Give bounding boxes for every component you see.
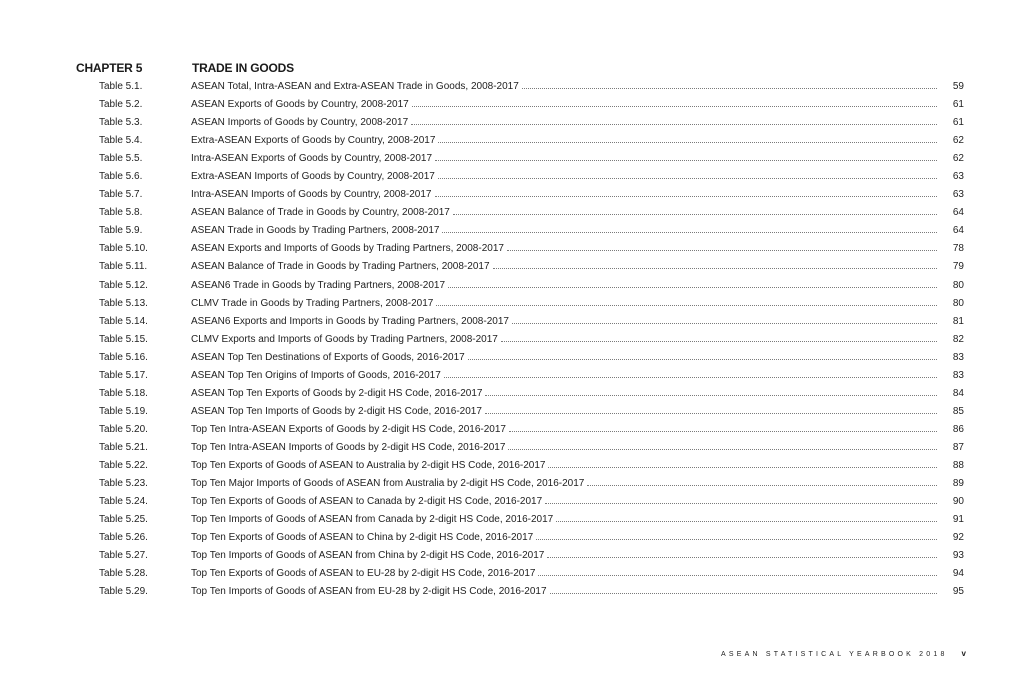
toc-entry-title: Top Ten Imports of Goods of ASEAN from China by 2-digit HS Code, 2016-2017 bbox=[191, 550, 545, 562]
toc-entry[interactable] bbox=[0, 386, 1024, 404]
toc-entry-page: 63 bbox=[952, 189, 964, 201]
toc-entry-number: Table 5.2. bbox=[99, 99, 143, 111]
toc-entry-page: 64 bbox=[952, 207, 964, 219]
dot-leader bbox=[545, 502, 937, 504]
toc-entry[interactable] bbox=[0, 422, 1024, 440]
toc-entry-number: Table 5.17. bbox=[99, 369, 148, 381]
toc-entry-number: Table 5.4. bbox=[99, 135, 143, 147]
toc-entry-title-wrap bbox=[191, 388, 937, 399]
toc-entry[interactable] bbox=[0, 151, 1024, 169]
toc-entry-title: CLMV Exports and Imports of Goods by Trading Partners, 2008-2017 bbox=[191, 333, 498, 345]
toc-entry-title-wrap bbox=[191, 243, 937, 254]
toc-entry-number: Table 5.14. bbox=[99, 315, 148, 327]
toc-entry-title: Top Ten Exports of Goods of ASEAN to China by 2-digit HS Code, 2016-2017 bbox=[191, 532, 534, 544]
toc-entry-number: Table 5.13. bbox=[99, 297, 148, 309]
dot-leader bbox=[485, 394, 937, 396]
toc-entry-page: 83 bbox=[952, 369, 964, 381]
toc-entry-title: Top Ten Imports of Goods of ASEAN from Canada by 2-digit HS Code, 2016-2017 bbox=[191, 514, 554, 526]
dot-leader bbox=[442, 231, 937, 233]
toc-entry-number: Table 5.7. bbox=[99, 189, 143, 201]
toc-entry-page: 92 bbox=[952, 532, 964, 544]
toc-entry-page: 64 bbox=[952, 225, 964, 237]
toc-entry[interactable] bbox=[0, 440, 1024, 458]
dot-leader bbox=[444, 376, 937, 378]
toc-entry-title-wrap bbox=[191, 424, 937, 435]
toc-entry-title: Top Ten Exports of Goods of ASEAN to Australia by 2-digit HS Code, 2016-2017 bbox=[191, 459, 546, 471]
toc-entry-number: Table 5.20. bbox=[99, 423, 148, 435]
toc-entry[interactable] bbox=[0, 187, 1024, 205]
toc-entry-number: Table 5.5. bbox=[99, 153, 143, 165]
toc-entry-title: ASEAN Balance of Trade in Goods by Country, 2008-2017 bbox=[191, 207, 450, 219]
toc-entry[interactable] bbox=[0, 512, 1024, 530]
toc-entry-title: Extra-ASEAN Imports of Goods by Country, 2008-2017 bbox=[191, 171, 435, 183]
toc-entry[interactable] bbox=[0, 241, 1024, 259]
dot-leader bbox=[556, 520, 937, 522]
chapter-label: CHAPTER 5 bbox=[76, 61, 143, 75]
toc-entry-title: Top Ten Imports of Goods of ASEAN from EU-28 by 2-digit HS Code, 2016-2017 bbox=[191, 586, 547, 598]
toc-entry-title-wrap bbox=[191, 370, 937, 381]
toc-entry-title: Top Ten Exports of Goods of ASEAN to EU-28 by 2-digit HS Code, 2016-2017 bbox=[191, 568, 536, 580]
toc-entry-title-wrap bbox=[191, 568, 937, 579]
toc-entry-page: 61 bbox=[952, 99, 964, 111]
toc-entry-page: 94 bbox=[952, 568, 964, 580]
toc-entry-title-wrap bbox=[191, 189, 937, 200]
toc-entry[interactable] bbox=[0, 548, 1024, 566]
toc-entry-title: Intra-ASEAN Exports of Goods by Country, 2008-2017 bbox=[191, 153, 433, 165]
toc-entry-page: 78 bbox=[952, 243, 964, 255]
toc-entry-page: 63 bbox=[952, 171, 964, 183]
dot-leader bbox=[435, 159, 937, 161]
toc-entry-title: ASEAN Exports and Imports of Goods by Trading Partners, 2008-2017 bbox=[191, 243, 504, 255]
toc-entry[interactable] bbox=[0, 584, 1024, 602]
toc-entry-title-wrap bbox=[191, 352, 937, 363]
dot-leader bbox=[468, 358, 937, 360]
toc-entry-title-wrap bbox=[191, 135, 937, 146]
toc-entry-number: Table 5.6. bbox=[99, 171, 143, 183]
toc-entry-title: ASEAN Top Ten Destinations of Exports of Goods, 2016-2017 bbox=[191, 351, 465, 363]
dot-leader bbox=[493, 267, 937, 269]
toc-entry-title-wrap bbox=[191, 225, 937, 236]
toc-entry-number: Table 5.1. bbox=[99, 81, 143, 92]
dot-leader bbox=[438, 177, 937, 179]
toc-entry-title: ASEAN6 Trade in Goods by Trading Partners, 2008-2017 bbox=[191, 279, 446, 291]
toc-entry-title-wrap bbox=[191, 316, 937, 327]
toc-entry[interactable] bbox=[0, 350, 1024, 368]
chapter-heading bbox=[76, 61, 966, 77]
toc-entry-page: 90 bbox=[952, 496, 964, 508]
toc-entry[interactable] bbox=[0, 259, 1024, 277]
dot-leader bbox=[548, 466, 937, 468]
dot-leader bbox=[550, 592, 937, 594]
toc-entry-title: Top Ten Intra-ASEAN Exports of Goods by 2-digit HS Code, 2016-2017 bbox=[191, 423, 506, 435]
toc-entry-title: ASEAN Imports of Goods by Country, 2008-2017 bbox=[191, 117, 409, 129]
toc-entry-number: Table 5.21. bbox=[99, 441, 148, 453]
dot-leader bbox=[453, 213, 937, 215]
toc-entry[interactable] bbox=[0, 332, 1024, 350]
dot-leader bbox=[435, 195, 938, 197]
toc-entry-title-wrap bbox=[191, 280, 937, 291]
toc-entry[interactable] bbox=[0, 476, 1024, 494]
toc-entry-page: 87 bbox=[952, 441, 964, 453]
toc-entry-page: 80 bbox=[952, 297, 964, 309]
dot-leader bbox=[438, 141, 937, 143]
toc-entry-title: Top Ten Exports of Goods of ASEAN to Canada by 2-digit HS Code, 2016-2017 bbox=[191, 496, 543, 508]
toc-entry-number: Table 5.25. bbox=[99, 514, 148, 526]
toc-entry-title-wrap bbox=[191, 207, 937, 218]
dot-leader bbox=[412, 105, 937, 107]
toc-entry[interactable] bbox=[0, 314, 1024, 332]
toc-entry-title: ASEAN Top Ten Origins of Imports of Goods, 2016-2017 bbox=[191, 369, 441, 381]
toc-entry-title-wrap bbox=[191, 532, 937, 543]
toc-entry-title-wrap bbox=[191, 442, 937, 453]
table-of-contents bbox=[0, 79, 1024, 602]
toc-entry-title-wrap bbox=[191, 261, 937, 272]
toc-entry-page: 80 bbox=[952, 279, 964, 291]
toc-entry-page: 95 bbox=[952, 586, 964, 598]
toc-entry-number: Table 5.23. bbox=[99, 478, 148, 490]
toc-entry-page: 61 bbox=[952, 117, 964, 129]
toc-entry-title: ASEAN Balance of Trade in Goods by Trading Partners, 2008-2017 bbox=[191, 261, 490, 273]
toc-entry-title: Intra-ASEAN Imports of Goods by Country, 2008-2017 bbox=[191, 189, 432, 201]
toc-entry-number: Table 5.9. bbox=[99, 225, 143, 237]
toc-entry[interactable] bbox=[0, 223, 1024, 241]
toc-entry[interactable] bbox=[0, 169, 1024, 187]
toc-entry-title: Top Ten Major Imports of Goods of ASEAN from Australia by 2-digit HS Code, 2016-2017 bbox=[191, 478, 585, 490]
toc-entry-number: Table 5.16. bbox=[99, 351, 148, 363]
toc-entry-number: Table 5.26. bbox=[99, 532, 148, 544]
toc-entry-number: Table 5.15. bbox=[99, 333, 148, 345]
toc-entry-page: 59 bbox=[952, 81, 964, 92]
dot-leader bbox=[508, 448, 937, 450]
dot-leader bbox=[509, 430, 937, 432]
toc-entry[interactable] bbox=[0, 566, 1024, 584]
toc-entry-number: Table 5.12. bbox=[99, 279, 148, 291]
dot-leader bbox=[485, 412, 937, 414]
toc-entry-number: Table 5.27. bbox=[99, 550, 148, 562]
running-title: ASEAN STATISTICAL YEARBOOK 2018 bbox=[721, 651, 948, 658]
toc-entry-title-wrap bbox=[191, 334, 937, 345]
dot-leader bbox=[538, 574, 937, 576]
toc-entry-page: 91 bbox=[952, 514, 964, 526]
toc-entry-title: ASEAN6 Exports and Imports in Goods by Trading Partners, 2008-2017 bbox=[191, 315, 509, 327]
dot-leader bbox=[436, 304, 937, 306]
dot-leader bbox=[536, 538, 937, 540]
dot-leader bbox=[587, 484, 937, 486]
toc-entry-number: Table 5.3. bbox=[99, 117, 143, 129]
toc-entry-number: Table 5.29. bbox=[99, 586, 148, 598]
toc-entry-page: 62 bbox=[952, 153, 964, 165]
toc-entry[interactable] bbox=[0, 458, 1024, 476]
page-footer bbox=[680, 649, 966, 658]
chapter-title: TRADE IN GOODS bbox=[192, 61, 294, 75]
toc-entry-title: ASEAN Exports of Goods by Country, 2008-2017 bbox=[191, 99, 409, 111]
toc-entry-title-wrap bbox=[191, 298, 937, 309]
toc-entry-page: 86 bbox=[952, 423, 964, 435]
toc-entry-title: ASEAN Total, Intra-ASEAN and Extra-ASEAN Trade in Goods, 2008-2017 bbox=[191, 81, 519, 92]
dot-leader bbox=[448, 286, 937, 288]
toc-entry-number: Table 5.22. bbox=[99, 459, 148, 471]
toc-entry-page: 84 bbox=[952, 387, 964, 399]
toc-entry-title: ASEAN Top Ten Exports of Goods by 2-digit HS Code, 2016-2017 bbox=[191, 387, 483, 399]
toc-entry-page: 82 bbox=[952, 333, 964, 345]
toc-entry-page: 89 bbox=[952, 478, 964, 490]
toc-entry-page: 85 bbox=[952, 405, 964, 417]
toc-entry-page: 88 bbox=[952, 459, 964, 471]
toc-entry-title: Top Ten Intra-ASEAN Imports of Goods by 2-digit HS Code, 2016-2017 bbox=[191, 441, 506, 453]
toc-entry-page: 81 bbox=[952, 315, 964, 327]
toc-entry-number: Table 5.24. bbox=[99, 496, 148, 508]
dot-leader bbox=[547, 556, 937, 558]
toc-entry-number: Table 5.19. bbox=[99, 405, 148, 417]
toc-entry[interactable] bbox=[0, 205, 1024, 223]
toc-entry[interactable] bbox=[0, 79, 1024, 97]
toc-entry[interactable] bbox=[0, 296, 1024, 314]
toc-entry-title: ASEAN Trade in Goods by Trading Partners, 2008-2017 bbox=[191, 225, 440, 237]
toc-entry-page: 83 bbox=[952, 351, 964, 363]
toc-entry[interactable] bbox=[0, 278, 1024, 296]
toc-entry-title-wrap bbox=[191, 406, 937, 417]
toc-entry-title-wrap bbox=[191, 460, 937, 471]
toc-entry-title-wrap bbox=[191, 99, 937, 110]
toc-entry-number: Table 5.18. bbox=[99, 387, 148, 399]
dot-leader bbox=[507, 249, 937, 251]
page-folio: v bbox=[961, 649, 966, 658]
toc-entry-title-wrap bbox=[191, 550, 937, 561]
toc-entry-title: Extra-ASEAN Exports of Goods by Country, 2008-2017 bbox=[191, 135, 436, 147]
toc-entry[interactable] bbox=[0, 404, 1024, 422]
toc-entry[interactable] bbox=[0, 368, 1024, 386]
toc-entry-title: ASEAN Top Ten Imports of Goods by 2-digit HS Code, 2016-2017 bbox=[191, 405, 482, 417]
dot-leader bbox=[501, 340, 937, 342]
dot-leader bbox=[522, 87, 937, 89]
toc-entry[interactable] bbox=[0, 97, 1024, 115]
toc-entry-title-wrap bbox=[191, 171, 937, 182]
toc-entry-title-wrap bbox=[191, 153, 937, 164]
toc-entry-title-wrap bbox=[191, 496, 937, 507]
toc-entry-number: Table 5.28. bbox=[99, 568, 148, 580]
toc-entry[interactable] bbox=[0, 530, 1024, 548]
toc-entry-title-wrap bbox=[191, 478, 937, 489]
toc-entry-title-wrap bbox=[191, 514, 937, 525]
toc-entry-number: Table 5.8. bbox=[99, 207, 143, 219]
toc-entry-page: 93 bbox=[952, 550, 964, 562]
toc-entry[interactable] bbox=[0, 133, 1024, 151]
dot-leader bbox=[411, 123, 937, 125]
toc-entry-page: 79 bbox=[952, 261, 964, 273]
toc-entry-number: Table 5.11. bbox=[99, 261, 148, 273]
toc-entry[interactable] bbox=[0, 494, 1024, 512]
toc-entry-title-wrap bbox=[191, 81, 937, 92]
dot-leader bbox=[512, 322, 937, 324]
toc-entry[interactable] bbox=[0, 115, 1024, 133]
toc-entry-title-wrap bbox=[191, 586, 937, 597]
toc-entry-title-wrap bbox=[191, 117, 937, 128]
toc-entry-number: Table 5.10. bbox=[99, 243, 148, 255]
toc-entry-page: 62 bbox=[952, 135, 964, 147]
toc-entry-title: CLMV Trade in Goods by Trading Partners, 2008-2017 bbox=[191, 297, 434, 309]
